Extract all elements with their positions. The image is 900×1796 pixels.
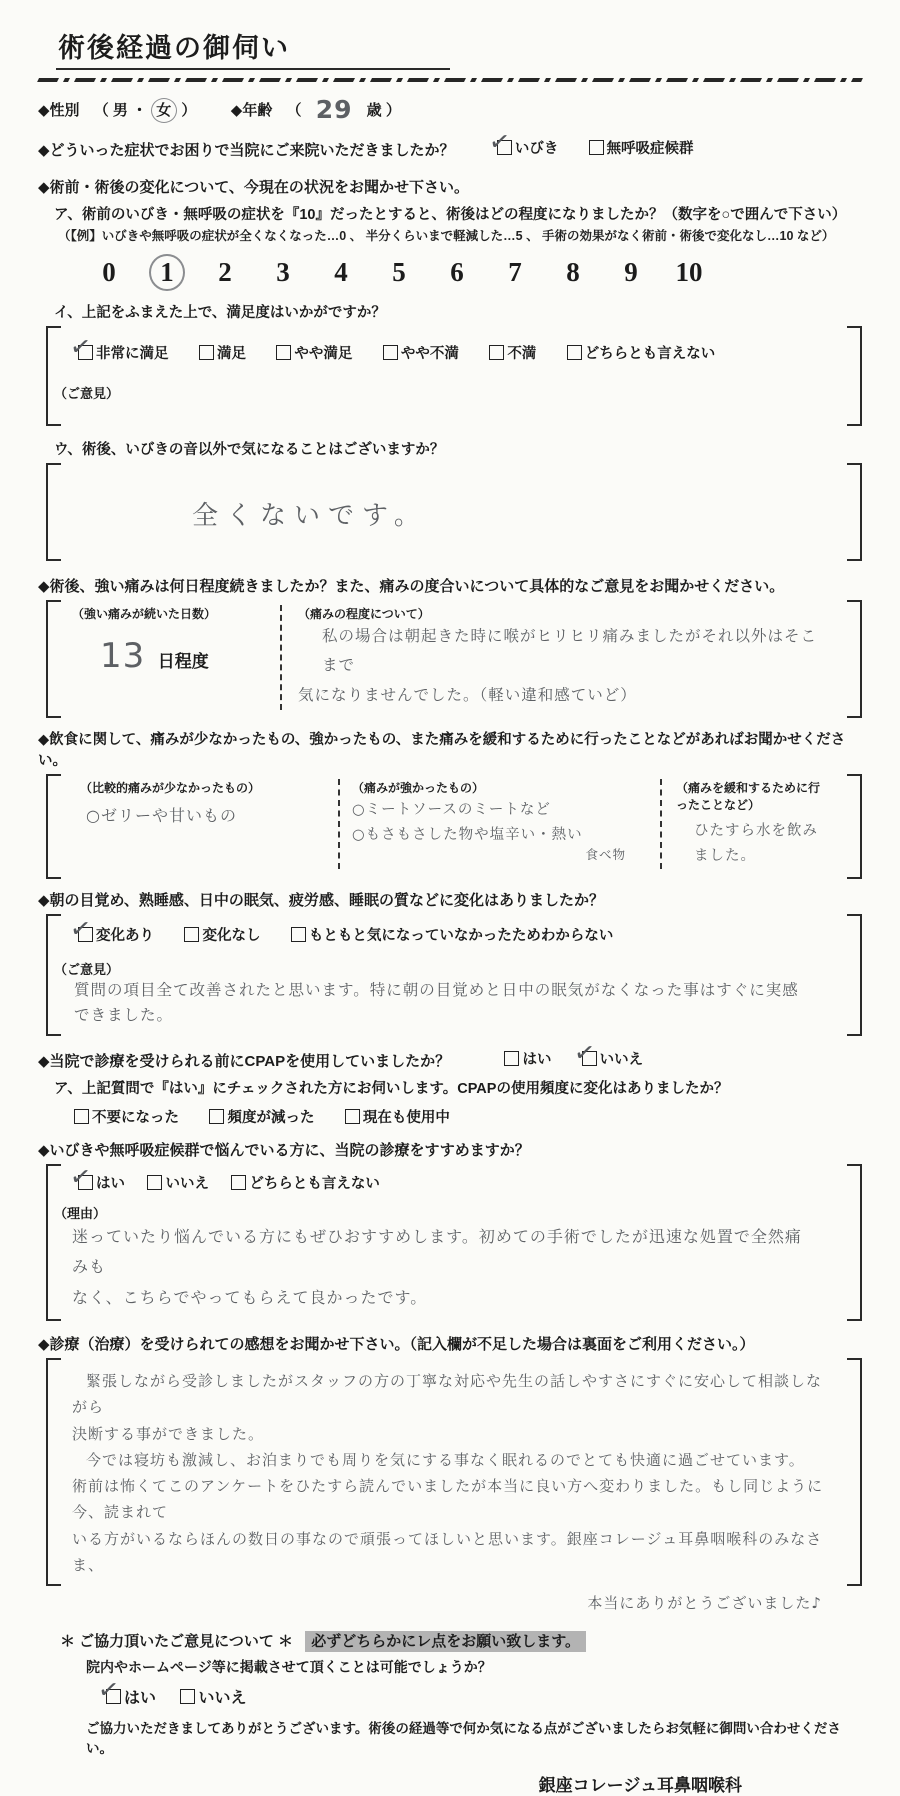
impression-line1: 緊張しながら受診しましたがスタッフの方の丁寧な対応や先生の話しやすさにすぐに安心して相談しながら bbox=[72, 1372, 823, 1417]
recommend-answer-box bbox=[46, 1161, 862, 1321]
symptom-question-row bbox=[38, 126, 862, 160]
checkbox-fuyo-ni-natta[interactable]: 不要になった bbox=[74, 1106, 179, 1127]
pain-answer-box bbox=[46, 600, 862, 718]
pain-heading: ◆術後、強い痛みは何日程度続きましたか？また、痛みの度合いについて具体的なご意見をお聞かせください。 bbox=[38, 578, 785, 595]
scale-option-7[interactable]: 7 bbox=[508, 257, 522, 287]
cpap-sub-options bbox=[74, 1106, 862, 1129]
sleep-heading: ◆朝の目覚め、熟睡感、日中の眠気、疲労感、睡眠の質などに変化はありましたか？ bbox=[38, 892, 604, 910]
food-low-pain-column bbox=[72, 779, 338, 868]
scale-option-5[interactable]: 5 bbox=[392, 257, 406, 287]
checkbox-recommend-hai[interactable]: ✓ はい bbox=[68, 1161, 125, 1193]
check-icon: ✓ bbox=[68, 1161, 93, 1193]
header bbox=[38, 26, 862, 82]
sex-selected-circle[interactable]: 女 bbox=[151, 98, 177, 123]
pain-days-unit: 日程度 bbox=[157, 652, 209, 671]
other-concern-answer-box[interactable] bbox=[46, 463, 862, 561]
dash-dot-divider bbox=[37, 78, 863, 82]
pain-days-column bbox=[72, 605, 282, 710]
consent-note-row bbox=[60, 1630, 862, 1651]
change-question-b: イ、上記をふまえた上で、満足度はいかがですか？ bbox=[54, 305, 386, 321]
food-low-pain-answer: ○ゼリーや甘いもの bbox=[86, 806, 237, 826]
check-icon: ✓ bbox=[571, 1037, 597, 1069]
pain-degree-column bbox=[282, 605, 832, 710]
thanks-note: ご協力いただきましてありがとうございます。術後の経過等で何か気になる点がございましたらお気軽に御問い合わせください。 bbox=[86, 1721, 841, 1757]
checkbox-publish-iie[interactable]: いいえ bbox=[180, 1685, 246, 1708]
recommend-question: ◆いびきや無呼吸症候群で悩んでいる方に、当院の診療をすすめますか？ bbox=[38, 1141, 530, 1159]
food-relief-column bbox=[662, 779, 832, 868]
checkbox-square bbox=[589, 140, 604, 155]
impression-line2: 決断する事ができました。 bbox=[72, 1424, 265, 1443]
sleep-opinion-label: （ご意見） bbox=[54, 962, 120, 978]
checkbox-cpap-iie[interactable]: ✓ いいえ bbox=[571, 1037, 644, 1069]
checkbox-hindo-ga-hetta[interactable]: 頻度が減った bbox=[209, 1106, 314, 1127]
consent-note-pre: ＊ ご協力頂いたご意見について ＊ bbox=[60, 1633, 294, 1651]
sleep-answer-box bbox=[46, 914, 862, 1036]
symptom-question: ◆どういった症状でお困りで当院にご来院いただきましたか？ bbox=[38, 142, 455, 159]
change-question-a: ア、術前のいびき・無呼吸の症状を『10』だったとすると、術後はどの程度になりましたか？（数字を○で囲んで下さい） bbox=[54, 207, 847, 223]
profile-row bbox=[38, 92, 862, 123]
cpap-question-row bbox=[38, 1037, 862, 1071]
sex-options-open: （ 男 ・ bbox=[93, 102, 148, 119]
checkbox-manzoku[interactable]: 満足 bbox=[199, 342, 246, 363]
checkbox-publish-hai[interactable]: ✓ はい bbox=[96, 1675, 157, 1708]
impression-heading: ◆診療（治療）を受けられての感想をお聞かせ下さい。（記入欄が不足した場合は裏面をご利用ください。） bbox=[38, 1336, 755, 1354]
change-heading: ◆術前・術後の変化について、今現在の状況をお聞かせ下さい。 bbox=[38, 179, 469, 196]
checkbox-yaya-manzoku[interactable]: やや満足 bbox=[276, 342, 352, 363]
scale-option-2[interactable]: 2 bbox=[218, 257, 232, 287]
pain-degree-line2: 気になりませんでした。（軽い違和感ていど） bbox=[298, 685, 637, 704]
impression-line4: 術前は怖くてこのアンケートをひたすら読んでいましたが本当に良い方へ変わりました。もし同じように今、読まれて bbox=[72, 1477, 824, 1522]
scale-option-0[interactable]: 0 bbox=[102, 257, 116, 287]
checkbox-fuman[interactable]: 不満 bbox=[489, 342, 536, 363]
checkbox-dochira-tomo[interactable]: どちらとも言えない bbox=[567, 342, 716, 363]
pain-days-label: （強い痛みが続いた日数） bbox=[72, 607, 217, 621]
age-value[interactable]: 29 bbox=[315, 95, 353, 124]
sex-label: ◆性別 bbox=[38, 102, 80, 119]
reason-line1: 迷っていたり悩んでいる方にもぜひおすすめします。初めての手術でしたが迅速な処置で全然痛みも bbox=[72, 1226, 802, 1277]
checkbox-motomoto-wakaranai[interactable]: もともと気になっていなかったためわからない bbox=[291, 924, 614, 945]
recommend-options bbox=[68, 1161, 832, 1195]
impression-line5: いる方がいるならほんの数日の事なので頑張ってほしいと思います。銀座コレージュ耳鼻咽喉科のみなさま、 bbox=[72, 1529, 823, 1574]
change-question-c: ウ、術後、いびきの音以外で気になることはございますか？ bbox=[54, 442, 445, 458]
scale-option-9[interactable]: 9 bbox=[624, 257, 638, 287]
food-high-pain-answer-2: ○もさもさした物や塩辛い・熱い bbox=[352, 826, 583, 843]
impression-line3: 今では寝坊も激減し、お泊まりでも周りを気にする事なく眠れるのでとても快適に過ごせています。 bbox=[86, 1450, 805, 1469]
age-open: （ bbox=[286, 102, 302, 119]
opinion-label: （ご意見） bbox=[54, 386, 120, 401]
food-relief-answer: ひたすら水を飲みました。 bbox=[694, 823, 818, 864]
scale-option-6[interactable]: 6 bbox=[450, 257, 464, 287]
checkbox-hijoni-manzoku[interactable]: ✓ 非常に満足 bbox=[68, 331, 169, 363]
scale-option-10[interactable]: 10 bbox=[675, 257, 703, 287]
checkbox-square bbox=[497, 140, 512, 155]
food-answer-box bbox=[46, 774, 862, 879]
sleep-opinion-text: 質問の項目全て改善されたと思います。特に朝の目覚めと日中の眠気がなくなった事はすぐに実感できました。 bbox=[74, 981, 799, 1025]
scale-option-3[interactable]: 3 bbox=[276, 257, 290, 287]
publish-question: 院内やホームページ等に掲載させて頂くことは可能でしょうか？ bbox=[86, 1659, 492, 1676]
cpap-question: ◆当院で診療を受けられる前にCPAPを使用していましたか？ bbox=[38, 1052, 451, 1070]
check-icon: ✓ bbox=[96, 1675, 121, 1706]
checkbox-cpap-hai[interactable]: はい bbox=[504, 1048, 551, 1069]
checkbox-henka-nashi[interactable]: 変化なし bbox=[184, 924, 260, 945]
publish-options bbox=[96, 1675, 862, 1709]
checkbox-ibiki[interactable]: ✓ いびき bbox=[487, 126, 559, 158]
checkbox-recommend-dochira[interactable]: どちらとも言えない bbox=[231, 1172, 380, 1193]
checkbox-yaya-fuman[interactable]: やや不満 bbox=[383, 342, 459, 363]
scale-option-1-selected[interactable]: 1 bbox=[138, 254, 196, 291]
food-high-pain-answer-1: ○ミートソースのミートなど bbox=[352, 802, 551, 819]
checkbox-henka-ari[interactable]: ✓ 変化あり bbox=[68, 913, 154, 945]
impression-answer-box bbox=[46, 1358, 862, 1586]
page-title: 術後経過の御伺い bbox=[56, 26, 450, 70]
check-icon: ✓ bbox=[68, 331, 93, 363]
age-label: ◆年齢 bbox=[230, 102, 273, 119]
other-concern-answer: 全くないです。 bbox=[192, 501, 428, 531]
satisfaction-options bbox=[68, 331, 832, 365]
food-low-pain-label: （比較的痛みが少なかったもの） bbox=[80, 781, 261, 796]
pain-degree-line1: 私の場合は朝起きた時に喉がヒリヒリ痛みましたがそれ以外はそこまで bbox=[322, 627, 818, 675]
pain-days-value[interactable]: 13 bbox=[100, 636, 146, 676]
consent-note-highlight: 必ずどちらかにレ点をお願い致します。 bbox=[305, 1631, 586, 1652]
reason-line2: なく、こちらでやってもらえて良かったです。 bbox=[72, 1287, 428, 1307]
sex-options-close: ） bbox=[181, 102, 197, 119]
food-high-pain-answer-3: 食べ物 bbox=[585, 846, 626, 862]
scale-option-4[interactable]: 4 bbox=[334, 257, 348, 287]
checkbox-recommend-iie[interactable]: いいえ bbox=[147, 1172, 209, 1193]
scale-option-8[interactable]: 8 bbox=[566, 257, 580, 287]
food-high-pain-column bbox=[338, 779, 662, 868]
impression-closing: 本当にありがとうございました♪ bbox=[587, 1594, 822, 1613]
severity-scale bbox=[80, 254, 862, 291]
checkbox-mukokyu[interactable]: 無呼吸症候群 bbox=[589, 137, 694, 158]
checkbox-genzai-mo-shiyochu[interactable]: 現在も使用中 bbox=[345, 1106, 450, 1127]
pain-degree-label: （痛みの程度について） bbox=[298, 607, 430, 621]
satisfaction-answer-box bbox=[46, 326, 862, 426]
sleep-options bbox=[68, 913, 832, 947]
cpap-sub-question: ア、上記質問で『はい』にチェックされた方にお伺いします。CPAPの使用頻度に変化はありましたか？ bbox=[54, 1080, 729, 1097]
age-close: 歳 ） bbox=[366, 102, 401, 119]
food-heading: ◆飲食に関して、痛みが少なかったもの、強かったもの、また痛みを緩和するために行ったことなどがあればお聞かせください。 bbox=[38, 732, 846, 770]
reason-label: （理由） bbox=[54, 1205, 107, 1221]
change-example: （【例】いびきや無呼吸の症状が全くなくなった…0 、 半分くらいまで軽減した…5 、 手術の効果がなく術前・術後で変化なし…10 など） bbox=[58, 229, 835, 243]
check-icon: ✓ bbox=[68, 913, 93, 945]
food-high-pain-label: （痛みが強かったもの） bbox=[352, 781, 485, 796]
check-icon: ✓ bbox=[487, 126, 512, 158]
clinic-name: 銀座コレージュ耳鼻咽喉科 bbox=[538, 1776, 742, 1796]
food-relief-label: （痛みを緩和するために行ったことなど） bbox=[676, 781, 821, 813]
